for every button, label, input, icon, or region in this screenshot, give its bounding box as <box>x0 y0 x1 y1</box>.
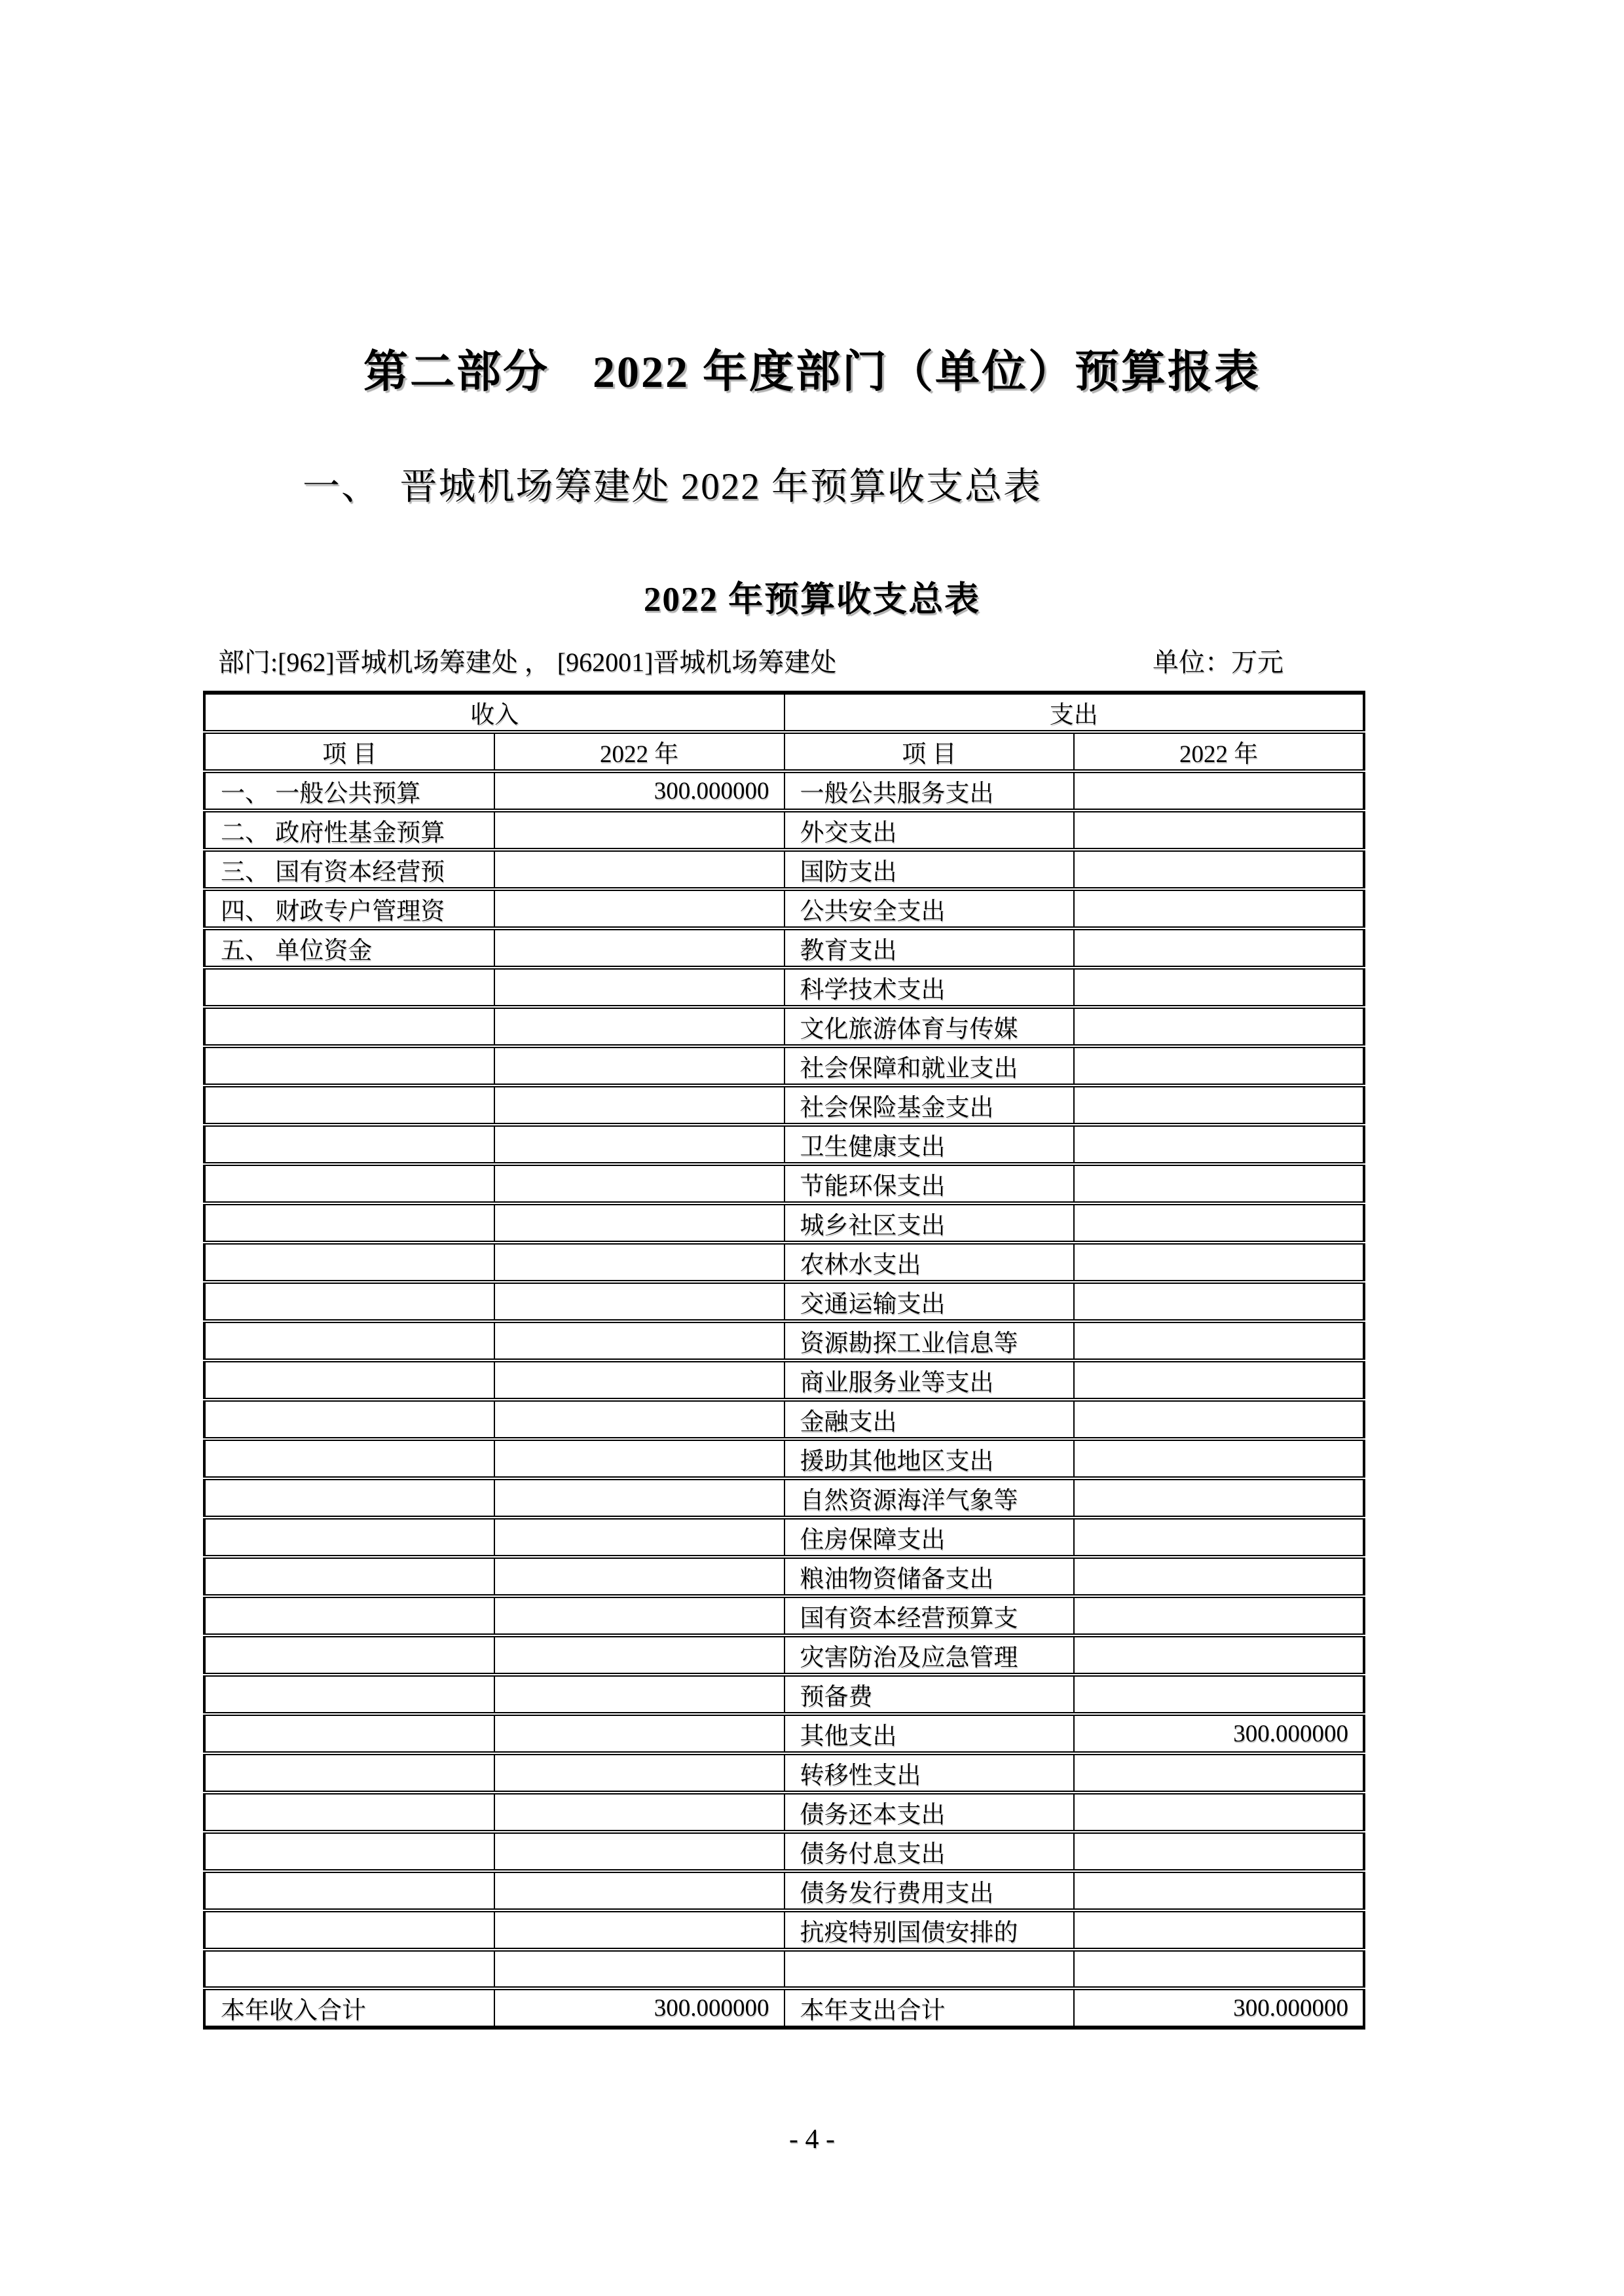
expense-item-cell: 金融支出 <box>784 1400 1075 1439</box>
table-title: 2022 年预算收支总表 <box>643 581 981 619</box>
income-value-cell <box>494 1871 784 1910</box>
income-value-cell <box>494 1714 784 1753</box>
income-total-value-cell: 300.000000 <box>494 1988 784 2028</box>
expense-item-cell: 债务还本支出 <box>784 1793 1075 1832</box>
expense-item-cell <box>784 1950 1075 1988</box>
page-title <box>0 337 1624 400</box>
income-item-cell <box>204 1007 494 1046</box>
income-item-cell <box>204 1635 494 1675</box>
expense-item-cell: 社会保障和就业支出 <box>784 1046 1075 1085</box>
budget-row <box>204 1675 1364 1714</box>
expense-item-cell: 公共安全支出 <box>784 889 1075 928</box>
income-item-cell <box>204 1793 494 1832</box>
budget-row <box>204 1400 1364 1439</box>
budget-row <box>204 1557 1364 1596</box>
expense-value-cell <box>1074 1164 1364 1203</box>
income-item-cell: 五、 单位资金 <box>204 928 494 968</box>
expense-item-cell: 抗疫特别国债安排的 <box>784 1910 1075 1950</box>
budget-row <box>204 1635 1364 1675</box>
income-item-cell <box>204 1753 494 1793</box>
income-value-cell <box>494 1046 784 1085</box>
page-title-part2: 2022 年度部门（单位）预算报表 <box>593 346 1261 397</box>
expense-value-cell <box>1074 1753 1364 1793</box>
budget-row <box>204 1282 1364 1321</box>
budget-row <box>204 1203 1364 1243</box>
expense-item-cell: 自然资源海洋气象等 <box>784 1478 1075 1518</box>
budget-row <box>204 811 1364 850</box>
income-value-cell <box>494 1321 784 1360</box>
income-total-label-cell: 本年收入合计 <box>204 1988 494 2028</box>
income-value-cell <box>494 1675 784 1714</box>
budget-row <box>204 1478 1364 1518</box>
expense-value-cell <box>1074 889 1364 928</box>
expense-item-cell: 文化旅游体育与传媒 <box>784 1007 1075 1046</box>
budget-table-body <box>204 771 1364 2028</box>
income-item-cell: 一、 一般公共预算 <box>204 771 494 811</box>
budget-row <box>204 1007 1364 1046</box>
income-item-cell <box>204 1675 494 1714</box>
expense-value-cell <box>1074 1518 1364 1557</box>
budget-table-head <box>204 693 1364 771</box>
expense-value-cell <box>1074 1282 1364 1321</box>
expense-item-cell: 灾害防治及应急管理 <box>784 1635 1075 1675</box>
budget-row <box>204 968 1364 1007</box>
income-value-cell <box>494 1085 784 1125</box>
expense-value-cell <box>1074 1085 1364 1125</box>
income-value-cell <box>494 968 784 1007</box>
income-year-column-header: 2022 年 <box>494 732 784 771</box>
unit-label: 单位：万元 <box>1153 647 1283 677</box>
expense-item-cell: 节能环保支出 <box>784 1164 1075 1203</box>
column-header-row <box>204 732 1364 771</box>
expense-value-cell: 300.000000 <box>1074 1714 1364 1753</box>
expense-value-cell <box>1074 1046 1364 1085</box>
group-header-row <box>204 693 1364 732</box>
expense-item-cell: 援助其他地区支出 <box>784 1439 1075 1478</box>
income-item-cell <box>204 1243 494 1282</box>
expense-value-cell <box>1074 1635 1364 1675</box>
expense-item-cell: 科学技术支出 <box>784 968 1075 1007</box>
expense-item-cell: 资源勘探工业信息等 <box>784 1321 1075 1360</box>
expense-item-cell: 预备费 <box>784 1675 1075 1714</box>
income-value-cell <box>494 1557 784 1596</box>
expense-total-value-cell: 300.000000 <box>1074 1988 1364 2028</box>
department-line: 部门:[962]晋城机场筹建处 ， [962001]晋城机场筹建处 <box>218 647 837 677</box>
income-item-cell <box>204 1321 494 1360</box>
expense-value-cell <box>1074 850 1364 889</box>
expense-item-cell: 卫生健康支出 <box>784 1125 1075 1164</box>
expense-value-cell <box>1074 1203 1364 1243</box>
budget-row <box>204 1714 1364 1753</box>
income-value-cell <box>494 1518 784 1557</box>
budget-row <box>204 850 1364 889</box>
income-value-cell <box>494 811 784 850</box>
income-value-cell <box>494 1243 784 1282</box>
expense-item-cell: 住房保障支出 <box>784 1518 1075 1557</box>
income-item-cell <box>204 1439 494 1478</box>
budget-row <box>204 1518 1364 1557</box>
income-value-cell <box>494 1282 784 1321</box>
income-item-column-header: 项 目 <box>204 732 494 771</box>
expense-value-cell <box>1074 1400 1364 1439</box>
income-item-cell <box>204 1478 494 1518</box>
income-value-cell <box>494 1635 784 1675</box>
budget-row <box>204 1871 1364 1910</box>
expense-item-cell: 国有资本经营预算支 <box>784 1596 1075 1635</box>
expense-value-cell <box>1074 1439 1364 1478</box>
income-item-cell <box>204 1557 494 1596</box>
income-value-cell <box>494 1203 784 1243</box>
expense-value-cell <box>1074 1557 1364 1596</box>
expense-value-cell <box>1074 1596 1364 1635</box>
expense-value-cell <box>1074 928 1364 968</box>
budget-row <box>204 1321 1364 1360</box>
expense-item-cell: 粮油物资储备支出 <box>784 1557 1075 1596</box>
expense-value-cell <box>1074 1321 1364 1360</box>
income-item-cell <box>204 1164 494 1203</box>
total-row <box>204 1988 1364 2028</box>
expense-item-column-header: 项 目 <box>784 732 1075 771</box>
budget-row <box>204 1439 1364 1478</box>
income-item-cell <box>204 1203 494 1243</box>
budget-row <box>204 1910 1364 1950</box>
expense-item-cell: 社会保险基金支出 <box>784 1085 1075 1125</box>
income-item-cell <box>204 1910 494 1950</box>
income-item-cell <box>204 1596 494 1635</box>
expense-value-cell <box>1074 1478 1364 1518</box>
budget-row <box>204 1832 1364 1871</box>
income-item-cell: 四、 财政专户管理资 <box>204 889 494 928</box>
budget-row <box>204 928 1364 968</box>
income-value-cell <box>494 1950 784 1988</box>
expense-item-cell: 债务发行费用支出 <box>784 1871 1075 1910</box>
expense-value-cell <box>1074 1832 1364 1871</box>
budget-row <box>204 889 1364 928</box>
income-value-cell: 300.000000 <box>494 771 784 811</box>
income-value-cell <box>494 1164 784 1203</box>
income-value-cell <box>494 1478 784 1518</box>
expense-item-cell: 外交支出 <box>784 811 1075 850</box>
budget-row <box>204 1243 1364 1282</box>
budget-row <box>204 1753 1364 1793</box>
income-item-cell <box>204 1871 494 1910</box>
income-value-cell <box>494 1125 784 1164</box>
expense-value-cell <box>1074 1871 1364 1910</box>
income-value-cell <box>494 1793 784 1832</box>
income-item-cell <box>204 1832 494 1871</box>
expense-item-cell: 农林水支出 <box>784 1243 1075 1282</box>
expense-value-cell <box>1074 1007 1364 1046</box>
budget-row <box>204 1596 1364 1635</box>
expense-item-cell: 城乡社区支出 <box>784 1203 1075 1243</box>
expense-value-cell <box>1074 1950 1364 1988</box>
income-value-cell <box>494 928 784 968</box>
expense-item-cell: 商业服务业等支出 <box>784 1360 1075 1400</box>
expense-item-cell: 债务付息支出 <box>784 1832 1075 1871</box>
budget-row <box>204 1164 1364 1203</box>
income-item-cell: 三、 国有资本经营预 <box>204 850 494 889</box>
income-group-header: 收入 <box>204 693 784 732</box>
expense-item-cell: 其他支出 <box>784 1714 1075 1753</box>
income-value-cell <box>494 1007 784 1046</box>
expense-value-cell <box>1074 771 1364 811</box>
income-item-cell <box>204 1085 494 1125</box>
expense-value-cell <box>1074 1243 1364 1282</box>
expense-value-cell <box>1074 968 1364 1007</box>
budget-row <box>204 1046 1364 1085</box>
page-number: - 4 - <box>789 2124 835 2155</box>
expense-item-cell: 转移性支出 <box>784 1753 1075 1793</box>
expense-value-cell <box>1074 1125 1364 1164</box>
budget-row <box>204 1085 1364 1125</box>
budget-row <box>204 1360 1364 1400</box>
expense-year-column-header: 2022 年 <box>1074 732 1364 771</box>
table-meta-row <box>218 642 1283 679</box>
income-value-cell <box>494 889 784 928</box>
expense-value-cell <box>1074 1675 1364 1714</box>
expense-item-cell: 一般公共服务支出 <box>784 771 1075 811</box>
page-title-part1: 第二部分 <box>363 346 549 397</box>
budget-row <box>204 1950 1364 1988</box>
income-value-cell <box>494 850 784 889</box>
income-item-cell <box>204 1046 494 1085</box>
income-value-cell <box>494 1753 784 1793</box>
income-value-cell <box>494 1439 784 1478</box>
expense-item-cell: 教育支出 <box>784 928 1075 968</box>
income-item-cell <box>204 1714 494 1753</box>
expense-total-label-cell: 本年支出合计 <box>784 1988 1075 2028</box>
income-item-cell <box>204 1518 494 1557</box>
income-item-cell <box>204 1282 494 1321</box>
expense-value-cell <box>1074 1360 1364 1400</box>
income-item-cell <box>204 968 494 1007</box>
expense-item-cell: 交通运输支出 <box>784 1282 1075 1321</box>
income-value-cell <box>494 1400 784 1439</box>
income-item-cell <box>204 1125 494 1164</box>
income-value-cell <box>494 1910 784 1950</box>
income-item-cell: 二、 政府性基金预算 <box>204 811 494 850</box>
budget-row <box>204 1793 1364 1832</box>
income-item-cell <box>204 1950 494 1988</box>
income-item-cell <box>204 1360 494 1400</box>
expense-group-header: 支出 <box>784 693 1365 732</box>
expense-value-cell <box>1074 1910 1364 1950</box>
budget-row <box>204 1125 1364 1164</box>
expense-value-cell <box>1074 811 1364 850</box>
section-heading: 一、 晋城机场筹建处 2022 年预算收支总表 <box>303 466 1042 508</box>
budget-row <box>204 771 1364 811</box>
income-value-cell <box>494 1596 784 1635</box>
income-value-cell <box>494 1832 784 1871</box>
budget-table <box>203 691 1365 2030</box>
expense-item-cell: 国防支出 <box>784 850 1075 889</box>
income-item-cell <box>204 1400 494 1439</box>
income-value-cell <box>494 1360 784 1400</box>
expense-value-cell <box>1074 1793 1364 1832</box>
